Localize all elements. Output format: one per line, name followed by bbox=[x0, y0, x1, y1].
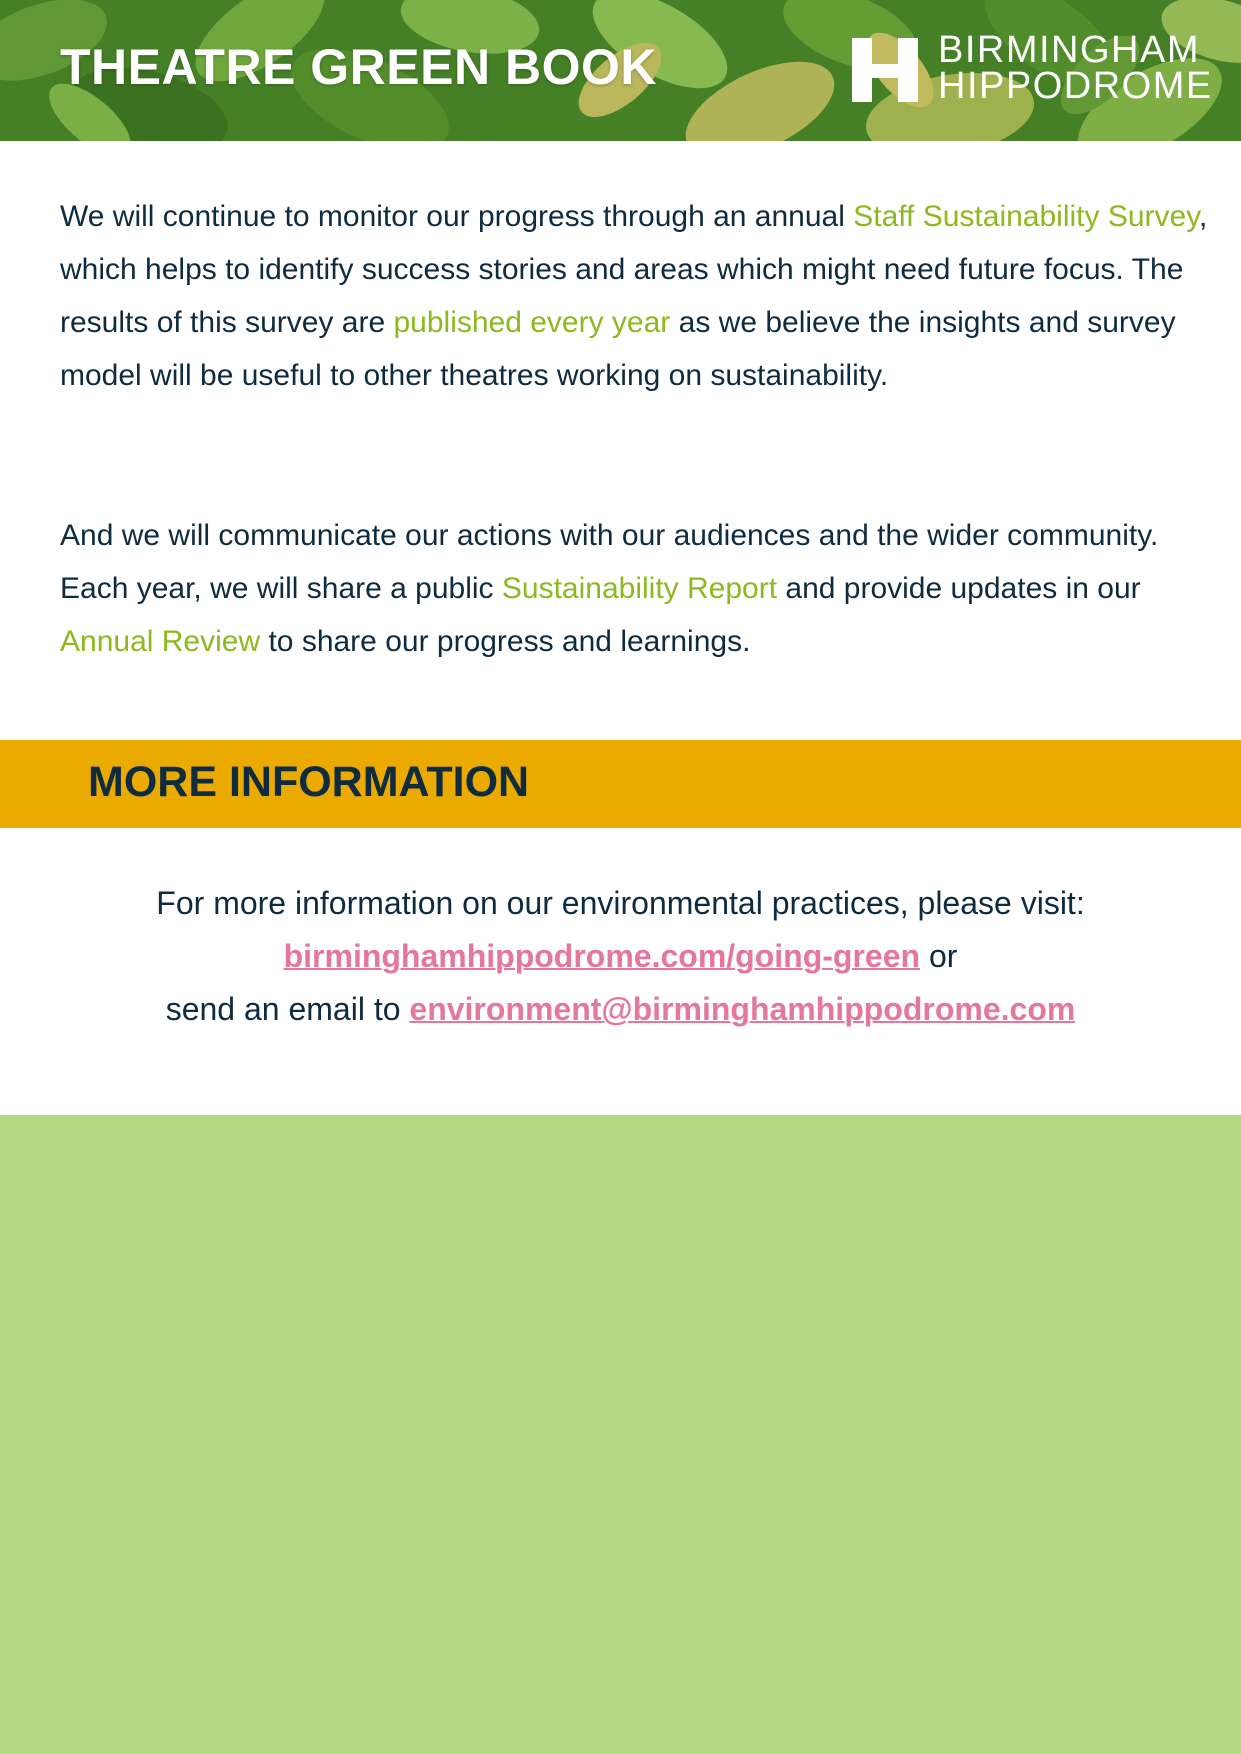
para1-text-3: as we believe the insights and survey model will be useful to other theatres working on sustainability. bbox=[60, 306, 1176, 392]
more-info-line1: For more information on our environmental practices, please visit: bbox=[156, 885, 1085, 921]
more-information-text bbox=[0, 877, 1241, 1036]
para1-text-1: We will continue to monitor our progress through an annual bbox=[60, 200, 854, 233]
email-prefix-text: send an email to bbox=[165, 991, 410, 1027]
or-text: or bbox=[920, 938, 958, 974]
going-green-website-link[interactable]: birminghamhippodrome.com/going-green bbox=[283, 938, 921, 974]
para2-text-1: And we will communicate our actions with our audiences and the wider community. Each year, we will share a public bbox=[60, 519, 1159, 605]
para2-text-2: and provide updates in our bbox=[777, 572, 1141, 605]
environment-email-link[interactable]: environment@birminghamhippodrome.com bbox=[409, 991, 1076, 1027]
communication-paragraph bbox=[60, 509, 1210, 668]
published-every-year-link[interactable]: published every year bbox=[393, 306, 671, 339]
more-information-bar bbox=[0, 740, 1241, 828]
para2-text-3: to share our progress and learnings. bbox=[260, 625, 751, 658]
header-banner bbox=[0, 0, 1241, 141]
footer-green-block bbox=[0, 1115, 1241, 1754]
hippodrome-h-logo-icon bbox=[852, 38, 918, 102]
survey-paragraph bbox=[60, 190, 1210, 402]
staff-sustainability-survey-link[interactable]: Staff Sustainability Survey bbox=[853, 200, 1199, 233]
page-title: THEATRE GREEN BOOK bbox=[60, 39, 657, 95]
more-info-line2 bbox=[0, 930, 1241, 983]
para1-text-2: , which helps to identify success stories and areas which might need future focus. The results of this survey are bbox=[60, 200, 1208, 339]
annual-review-link[interactable]: Annual Review bbox=[60, 625, 261, 658]
more-info-line3 bbox=[0, 983, 1241, 1036]
logo-text-line2: HIPPODROME bbox=[938, 65, 1213, 107]
more-information-heading: MORE INFORMATION bbox=[88, 758, 530, 806]
birmingham-hippodrome-logo bbox=[852, 29, 1213, 107]
sustainability-report-link[interactable]: Sustainability Report bbox=[501, 572, 778, 605]
logo-text-line1: BIRMINGHAM bbox=[938, 29, 1200, 71]
